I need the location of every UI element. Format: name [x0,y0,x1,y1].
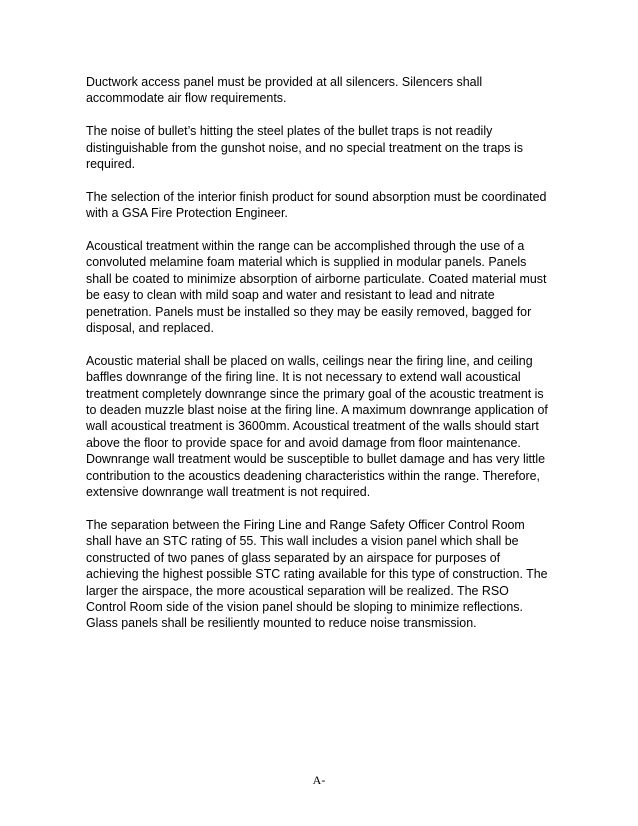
paragraph-acoustic-material: Acoustic material shall be placed on walls, ceilings near the firing line, and ceiling baffles downrange of the firing line. It is not necessary to extend wall acoustical treatment completely downrange since the primary goal of the acoustic treatment is to deaden muzzle blast noise at the firing line. A maximum downrange application of wall acoustical treatment is 3600mm. Acoustical treatment of the walls should start above the floor to provide space for and avoid damage from floor maintenance. Downrange wall treatment would be susceptible to bullet damage and has very little contribution to the acoustics deadening characteristics within the range. Therefore, extensive downrange wall treatment is not required. [86,353,548,500]
paragraph-silencers: Ductwork access panel must be provided at all silencers. Silencers shall accommodate air flow requirements. [86,75,483,106]
paragraph-separation-stc: The separation between the Firing Line and Range Safety Officer Control Room shall have an STC rating of 55. This wall includes a vision panel which shall be constructed of two panes of glass separated by an airspace for purposes of achieving the highest possible STC rating available for this type of construction. The larger the airspace, the more acoustical separation will be realized. The RSO Control Room side of the vision panel should be sloping to minimize reflections. Glass panels shall be resiliently mounted to reduce noise transmission. [86,517,548,631]
paragraph-interior-finish: The selection of the interior finish product for sound absorption must be coordinated with a GSA Fire Protection Engineer. [86,189,547,221]
document-body [86,74,553,648]
paragraph-acoustical-treatment: Acoustical treatment within the range can be accomplished through the use of a convoluted melamine foam material which is supplied in modular panels. Panels shall be coated to minimize absorption of airborne particulate. Coated material must be easy to clean with mild soap and water and resistant to lead and nitrate penetration. Panels must be installed so they may be easily removed, bagged for disposal, and replaced. [86,239,547,336]
page-footer: A- [312,773,326,787]
paragraph-bullet-traps: The noise of bullet’s hitting the steel plates of the bullet traps is not readily distinguishable from the gunshot noise, and no special treatment on the traps is required. [86,124,523,172]
